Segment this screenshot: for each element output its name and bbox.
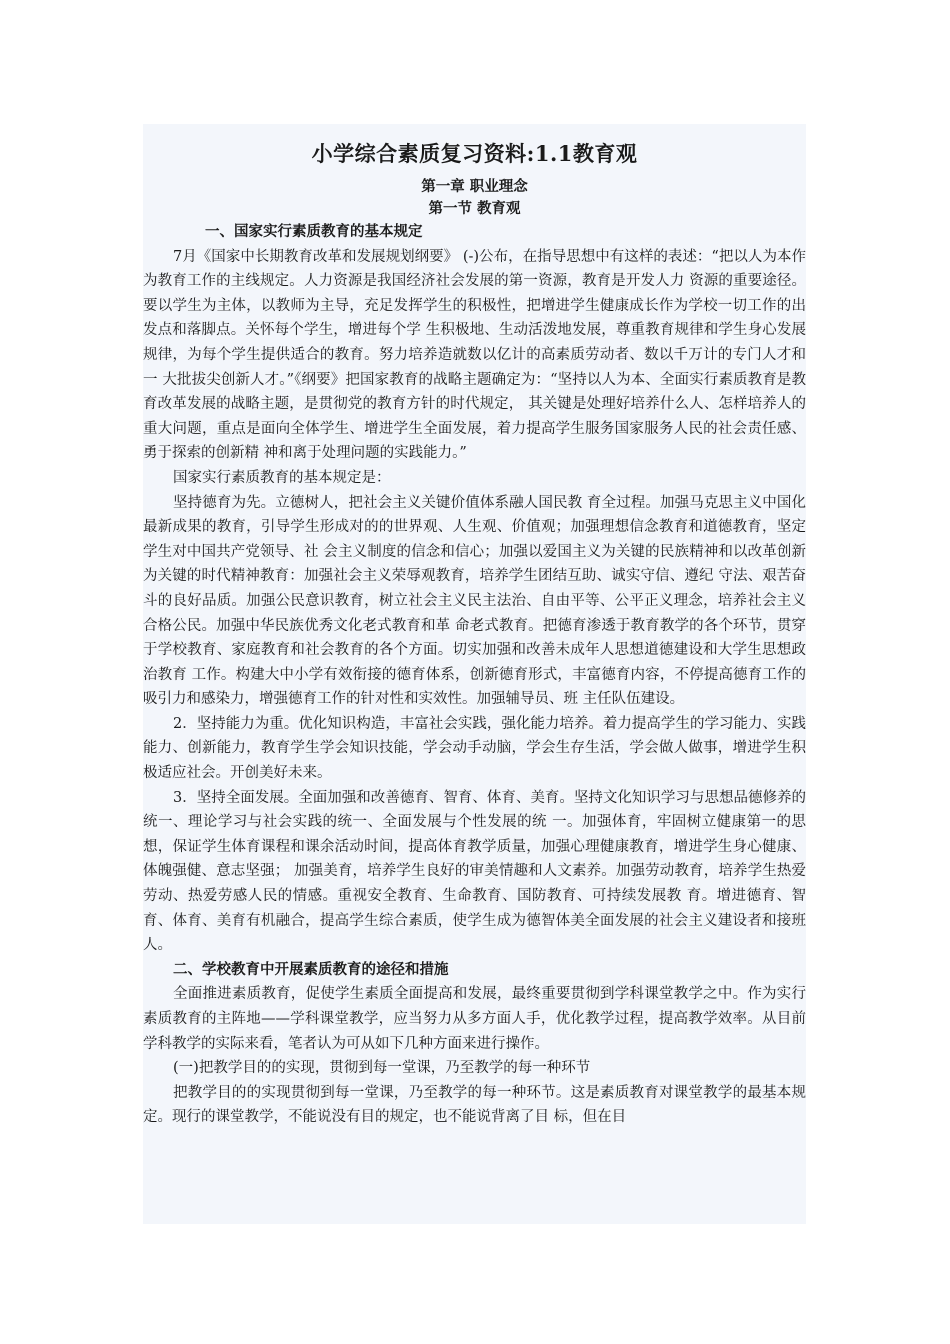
paragraph-7: (一)把教学目的的实现，贯彻到每一堂课，乃至教学的每一种环节 (173, 1060, 591, 1077)
chapter-heading: 第一章 职业理念 (421, 178, 528, 195)
heading-two: 二、学校教育中开展素质教育的途径和措施 (173, 960, 449, 978)
paragraph-5: 3．坚持全面发展。全面加强和改善德育、智育、体育、美育。坚持文化知识学习与思想品德修养的统一、理论学习与社会实践的统一、全面发展与个性发展的统 一。加强体育，牢固树立健康第一的思想，保证学生体育课程和课余活动时间，提高体育教学质量，加强心理健康教育，增进学生身心健康、体魄强健、意志坚强； 加强美育，培养学生良好的审美情趣和人文素养。加强劳动教育，培养学生热爱劳动、热爱劳感人民的情感。重视安全教育、生命教育、国防教育、可持续发展教 育。增进德育、智育、体育、美育有机融合，提高学生综合素质，使学生成为德智体美全面发展的社会主义建设者和接班人。 (143, 789, 806, 954)
heading-one: 一、国家实行素质教育的基本规定 (205, 223, 423, 240)
paragraph-1: 7月《国家中长期教育改革和发展规划纲要》 (-)公布，在指导思想中有这样的表述：“把以人为本作为教育工作的主线规定。人力资源是我国经济社会发展的第一资源，教育是开发人力 资源的重要途径。要以学生为主体，以教师为主导，充足发挥学生的积极性，把增进学生健康成长作为学校一切工作的出发点和落脚点。关怀每个学生，增进每个学 生积极地、生动活泼地发展，尊重教育规律和学生身心发展规律，为每个学生提供适合的教育。努力培养造就数以亿计的高素质劳动者、数以千万计的专门人才和一 大批拔尖创新人才。”《纲要》把国家教育的战略主题确定为：“坚持以人为本、全面实行素质教育是教育改革发展的战略主题，是贯彻党的教育方针的时代规定， 其关键是处理好培养什么人、怎样培养人的重大问题，重点是面向全体学生、增进学生全面发展，着力提高学生服务国家服务人民的社会责任感、勇于探索的创新精 神和离于处理问题的实践能力。” (143, 248, 806, 462)
paragraph-6: 全面推进素质教育，促使学生素质全面提高和发展，最终重要贯彻到学科课堂教学之中。作为实行素质教育的主阵地——学科课堂教学，应当努力从多方面人手，优化教学过程，提高教学效率。从目前学科教学的实际来看，笔者认为可从如下几种方面来进行操作。 (143, 986, 806, 1052)
paragraph-4: 2．坚持能力为重。优化知识构造，丰富社会实践，强化能力培养。着力提高学生的学习能力、实践能力、创新能力，教育学生学会知识技能，学会动手动脑，学会生存生活，学会做人做事，增进学生积极适应社会。开创美好未来。 (143, 715, 806, 782)
paragraph-2: 国家实行素质教育的基本规定是： (173, 469, 391, 486)
section-heading: 第一节 教育观 (428, 200, 521, 217)
document-title: 小学综合素质复习资料:1.1教育观 (311, 141, 638, 166)
document-page (143, 124, 806, 1224)
paragraph-8: 把教学目的的实现贯彻到每一堂课，乃至教学的每一种环节。这是素质教育对课堂教学的最基本规定。现行的课堂教学，不能说没有目的规定，也不能说背离了目 标，但在目 (143, 1084, 806, 1126)
paragraph-3: 坚持德育为先。立德树人，把社会主义关键价值体系融人国民教 育全过程。加强马克思主义中国化最新成果的教育，引导学生形成对的的世界观、人生观、价值观；加强理想信念教育和道德教育，坚定学生对中国共产党领导、社 会主义制度的信念和信心；加强以爱国主义为关键的民族精神和以改革创新为关键的时代精神教育：加强社会主义荣辱观教育，培养学生团结互助、诚实守信、遵纪 守法、艰苦奋斗的良好品质。加强公民意识教育，树立社会主义民主法治、自由平等、公平正义理念，培养社会主义合格公民。加强中华民族优秀文化老式教育和革 命老式教育。把德育渗透于教育教学的各个环节，贯穿于学校教育、家庭教育和社会教育的各个方面。切实加强和改善未成年人思想道德建设和大学生思想政治教育 工作。构建大中小学有效衔接的德育体系，创新德育形式，丰富德育内容，不停提高德育工作的吸引力和感染力，增强德育工作的针对性和实效性。加强辅导员、班 主任队伍建设。 (143, 494, 806, 708)
